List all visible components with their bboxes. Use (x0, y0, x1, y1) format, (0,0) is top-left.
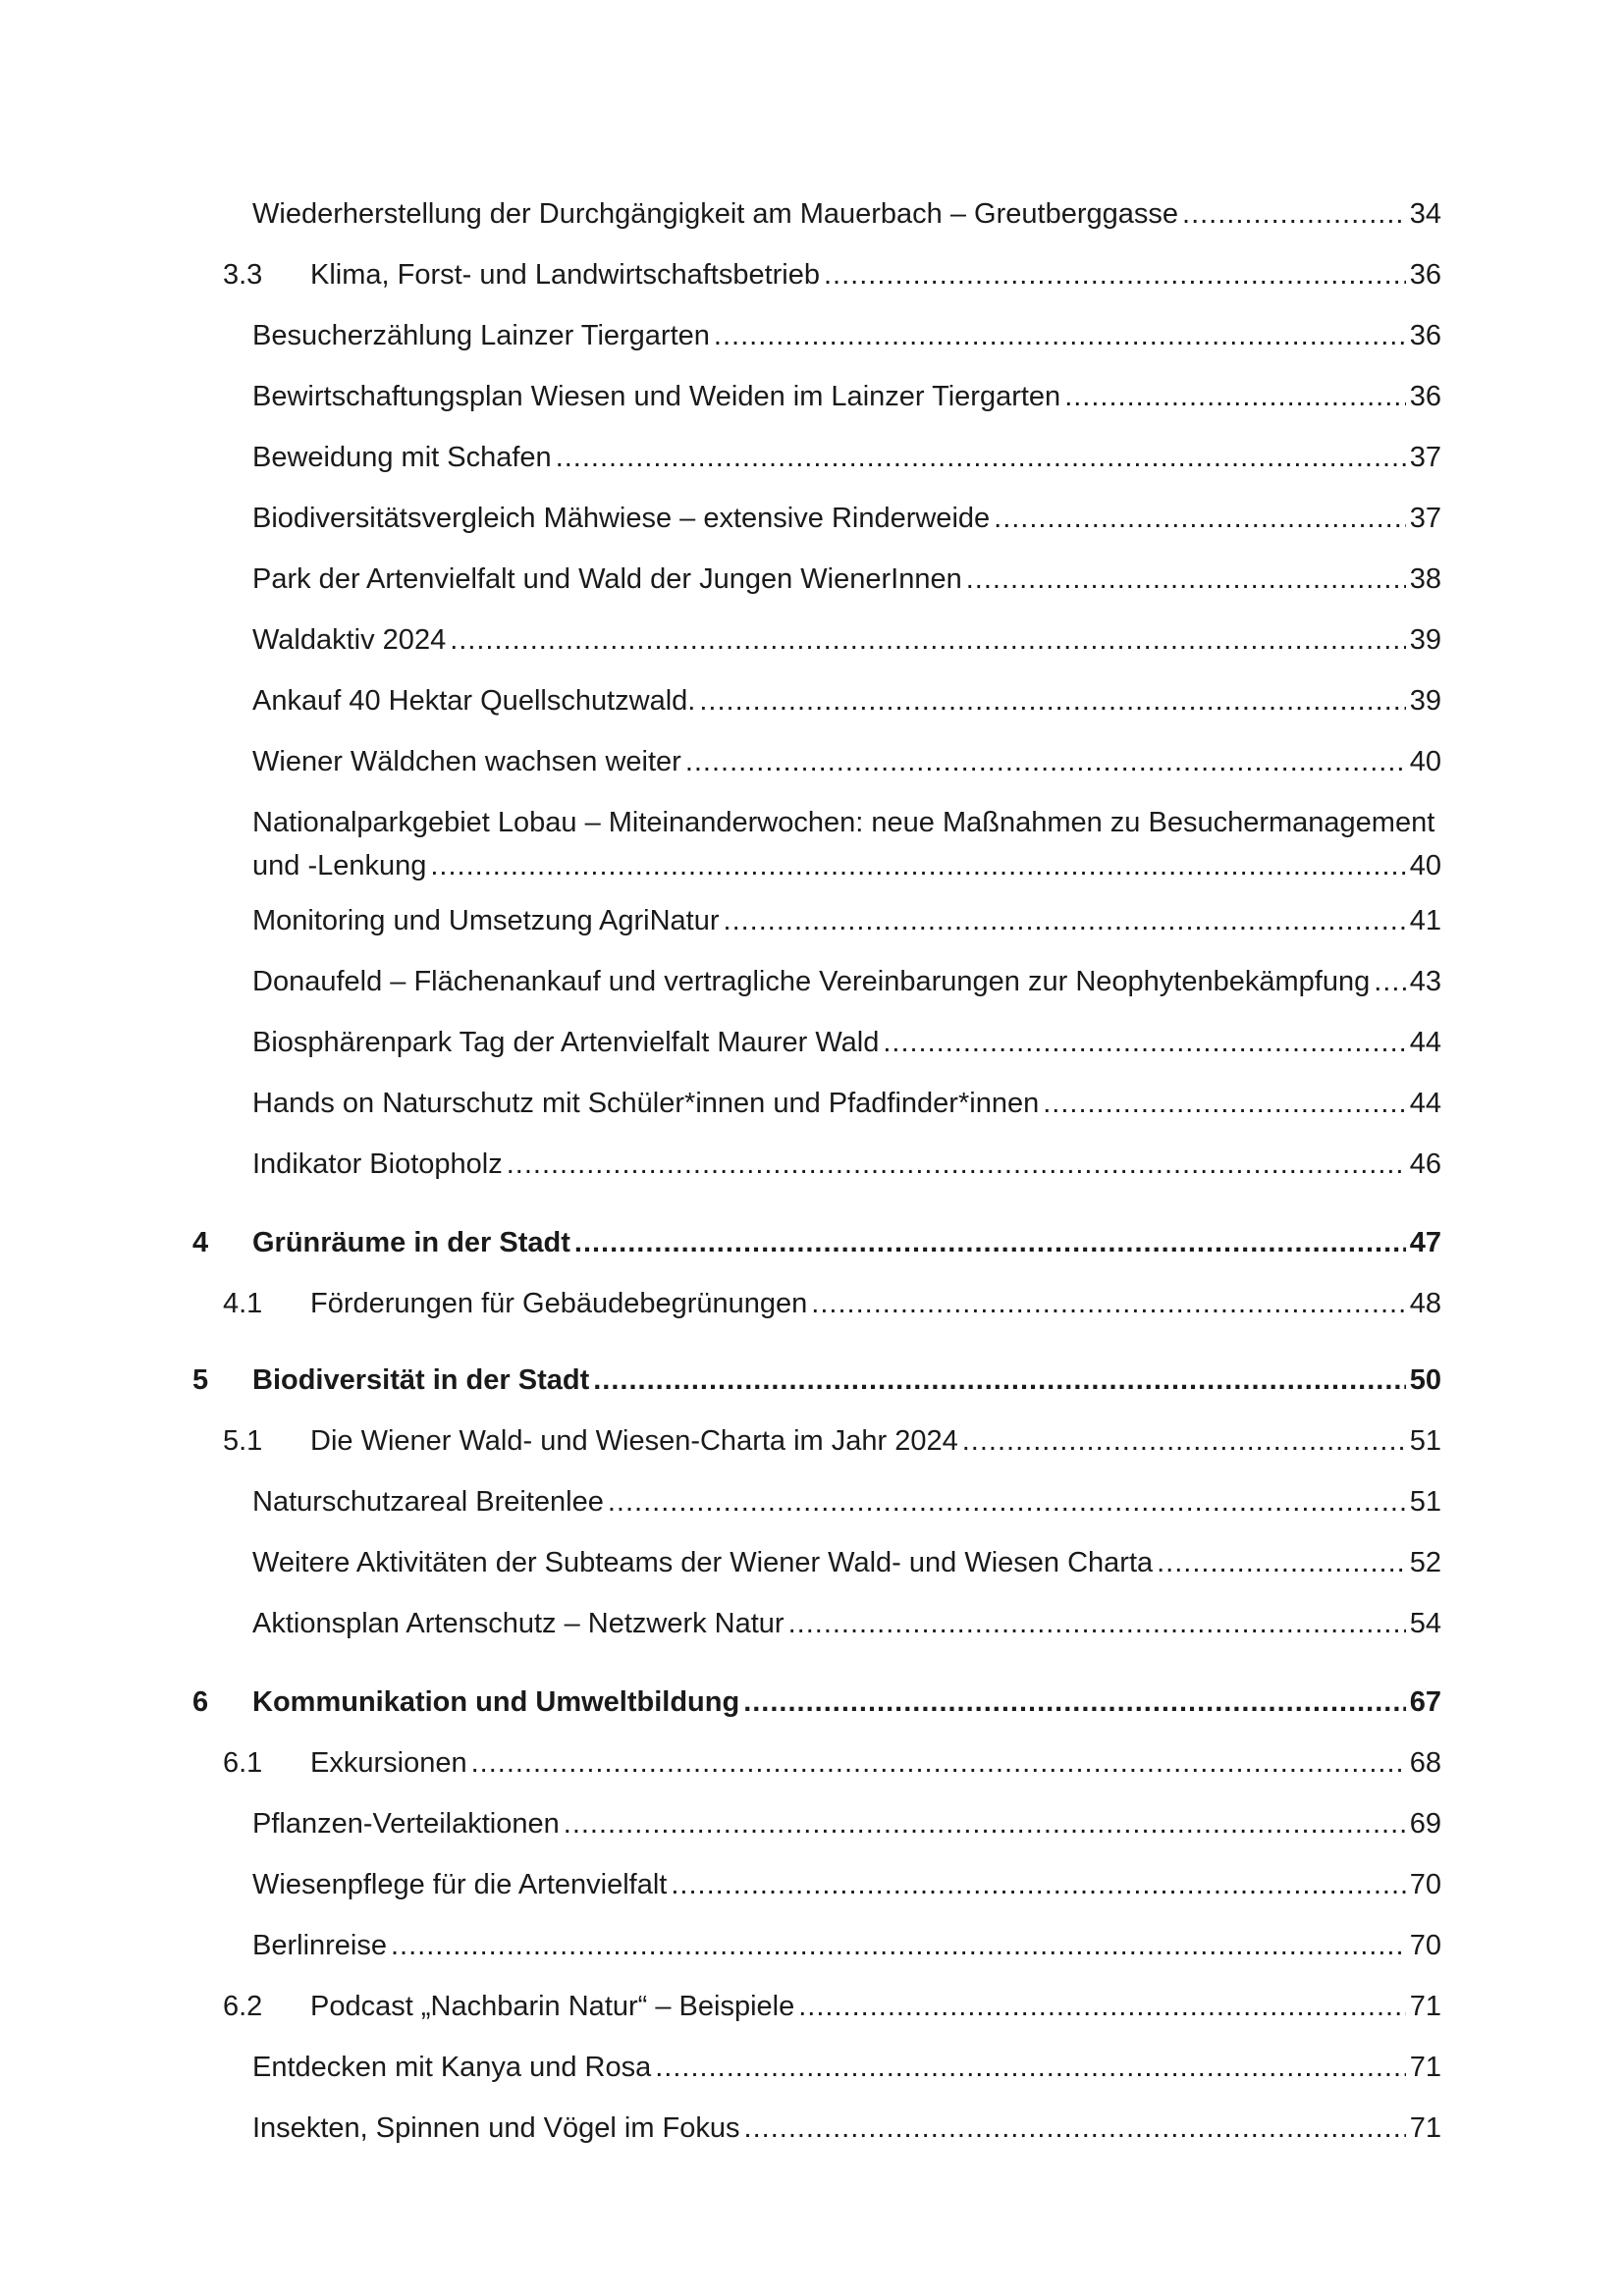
toc-entry-title: Podcast „Nachbarin Natur“ – Beispiele (310, 1991, 795, 2022)
toc-entry-title: Insekten, Spinnen und Vögel im Fokus (252, 2112, 740, 2144)
toc-entry-title: Wiesenpflege für die Artenvielfalt (252, 1869, 668, 1900)
dot-leader (391, 1924, 1406, 1967)
dot-leader (564, 1802, 1406, 1845)
dot-leader (608, 1480, 1406, 1523)
dot-leader (1043, 1082, 1406, 1125)
toc-entry-title: Nationalparkgebiet Lobau – Miteinanderwochen: neue Maßnahmen zu Besuchermanagement (252, 807, 1435, 838)
toc-entry-title: Kommunikation und Umweltbildung (252, 1686, 740, 1718)
dot-leader (471, 1741, 1406, 1785)
dot-leader (655, 2046, 1405, 2089)
toc-entry-page: 40 (1409, 850, 1441, 881)
toc-entry-title: Entdecken mit Kanya und Rosa (252, 2052, 652, 2083)
toc-entry-page: 69 (1409, 1808, 1441, 1840)
dot-leader (714, 314, 1406, 357)
dot-leader (962, 1419, 1406, 1463)
dot-leader (744, 2107, 1406, 2150)
dot-leader (685, 740, 1406, 783)
toc-entry-title: Hands on Naturschutz mit Schüler*innen und Pfadfinder*innen (252, 1088, 1040, 1119)
toc-entry-page: 70 (1409, 1930, 1441, 1961)
toc-entry-page: 34 (1409, 198, 1441, 230)
dot-leader (574, 1221, 1406, 1264)
dot-leader (743, 1681, 1406, 1724)
toc-entry-number: 6.1 (223, 1747, 263, 1779)
toc-entry-page: 47 (1409, 1227, 1441, 1258)
dot-leader (699, 679, 1405, 722)
toc-entry-title: Bewirtschaftungsplan Wiesen und Weiden im Lainzer Tiergarten (252, 381, 1061, 412)
toc-entry-page: 67 (1409, 1686, 1441, 1718)
toc-entry-title: Förderungen für Gebäudebegrünungen (310, 1288, 808, 1319)
toc-entry-page: 71 (1409, 2052, 1441, 2083)
toc-entry-title: Park der Artenvielfalt und Wald der Jungen WienerInnen (252, 563, 962, 595)
toc-entry-page: 36 (1409, 259, 1441, 291)
dot-leader (556, 436, 1406, 479)
toc-entry-page: 37 (1409, 442, 1441, 473)
toc-entry-number: 4 (192, 1227, 209, 1258)
dot-leader (966, 558, 1406, 601)
toc-entry-page: 39 (1409, 624, 1441, 656)
toc-entry-title: Waldaktiv 2024 (252, 624, 447, 656)
toc-entry-title: Beweidung mit Schafen (252, 442, 552, 473)
toc-entry-page: 71 (1409, 1991, 1441, 2022)
dot-leader (788, 1602, 1406, 1645)
toc-entry-title: Aktionsplan Artenschutz – Netzwerk Natur (252, 1608, 784, 1639)
toc-entry-title-continued: und -Lenkung (252, 850, 427, 881)
dot-leader (811, 1282, 1405, 1325)
dot-leader (1374, 960, 1406, 1003)
toc-entry-title: Ankauf 40 Hektar Quellschutzwald. (252, 685, 696, 717)
toc-entry-page: 50 (1409, 1364, 1441, 1396)
toc-entry-page: 41 (1409, 905, 1441, 936)
toc-entry-number: 6.2 (223, 1991, 263, 2022)
toc-entry-title: Monitoring und Umsetzung AgriNatur (252, 905, 720, 936)
toc-entry-page: 52 (1409, 1547, 1441, 1578)
toc-entry-page: 40 (1409, 746, 1441, 777)
dot-leader (1064, 375, 1406, 418)
toc-entry-title: Exkursionen (310, 1747, 467, 1779)
toc-entry-page: 51 (1409, 1486, 1441, 1518)
toc-entry-page: 36 (1409, 381, 1441, 412)
toc-entry-title: Biosphärenpark Tag der Artenvielfalt Maurer Wald (252, 1027, 880, 1058)
dot-leader (1157, 1541, 1406, 1584)
dot-leader (450, 618, 1406, 662)
toc-entry-page: 54 (1409, 1608, 1441, 1639)
toc-entry-title: Besucherzählung Lainzer Tiergarten (252, 320, 710, 351)
toc-entry-page: 38 (1409, 563, 1441, 595)
toc-entry-page: 51 (1409, 1425, 1441, 1457)
toc-entry-title: Wiener Wäldchen wachsen weiter (252, 746, 681, 777)
dot-leader (994, 497, 1406, 540)
dot-leader (507, 1143, 1406, 1186)
toc-entry-page: 71 (1409, 2112, 1441, 2144)
dot-leader (724, 899, 1406, 942)
toc-entry-title: Berlinreise (252, 1930, 387, 1961)
toc-entry-number: 4.1 (223, 1288, 263, 1319)
toc-entry-number: 6 (192, 1686, 209, 1718)
toc-entry-page: 68 (1409, 1747, 1441, 1779)
toc-entry-title: Klima, Forst- und Landwirtschaftsbetrieb (310, 259, 820, 291)
toc-entry-title: Wiederherstellung der Durchgängigkeit am Mauerbach – Greutberggasse (252, 198, 1179, 230)
dot-leader (824, 253, 1406, 296)
toc-entry-page: 44 (1409, 1027, 1441, 1058)
dot-leader (671, 1863, 1405, 1906)
toc-entry-page: 48 (1409, 1288, 1441, 1319)
toc-entry-number: 5.1 (223, 1425, 263, 1457)
toc-entry-title: Die Wiener Wald- und Wiesen-Charta im Jahr 2024 (310, 1425, 958, 1457)
toc-entry-title: Pflanzen-Verteilaktionen (252, 1808, 560, 1840)
toc-entry-page: 36 (1409, 320, 1441, 351)
toc-entry-number: 5 (192, 1364, 209, 1396)
toc-entry-title: Weitere Aktivitäten der Subteams der Wiener Wald- und Wiesen Charta (252, 1547, 1154, 1578)
dot-leader (593, 1359, 1406, 1402)
toc-entry-title: Donaufeld – Flächenankauf und vertragliche Vereinbarungen zur Neophytenbekämpfung (252, 966, 1371, 997)
dot-leader (430, 844, 1405, 887)
toc-entry-title: Biodiversitätsvergleich Mähwiese – extensive Rinderweide (252, 503, 991, 534)
dot-leader (1182, 192, 1406, 236)
dot-leader (883, 1021, 1405, 1064)
toc-entry-title: Indikator Biotopholz (252, 1148, 503, 1180)
toc-entry-page: 44 (1409, 1088, 1441, 1119)
toc-entry-number: 3.3 (223, 259, 263, 291)
toc-entry-page: 39 (1409, 685, 1441, 717)
toc-entry-title: Naturschutzareal Breitenlee (252, 1486, 604, 1518)
toc-entry-page: 70 (1409, 1869, 1441, 1900)
toc-entry-title: Grünräume in der Stadt (252, 1227, 570, 1258)
toc-entry-page: 46 (1409, 1148, 1441, 1180)
toc-entry-title: Biodiversität in der Stadt (252, 1364, 590, 1396)
dot-leader (798, 1985, 1405, 2028)
toc-entry-page: 43 (1409, 966, 1441, 997)
toc-entry-page: 37 (1409, 503, 1441, 534)
